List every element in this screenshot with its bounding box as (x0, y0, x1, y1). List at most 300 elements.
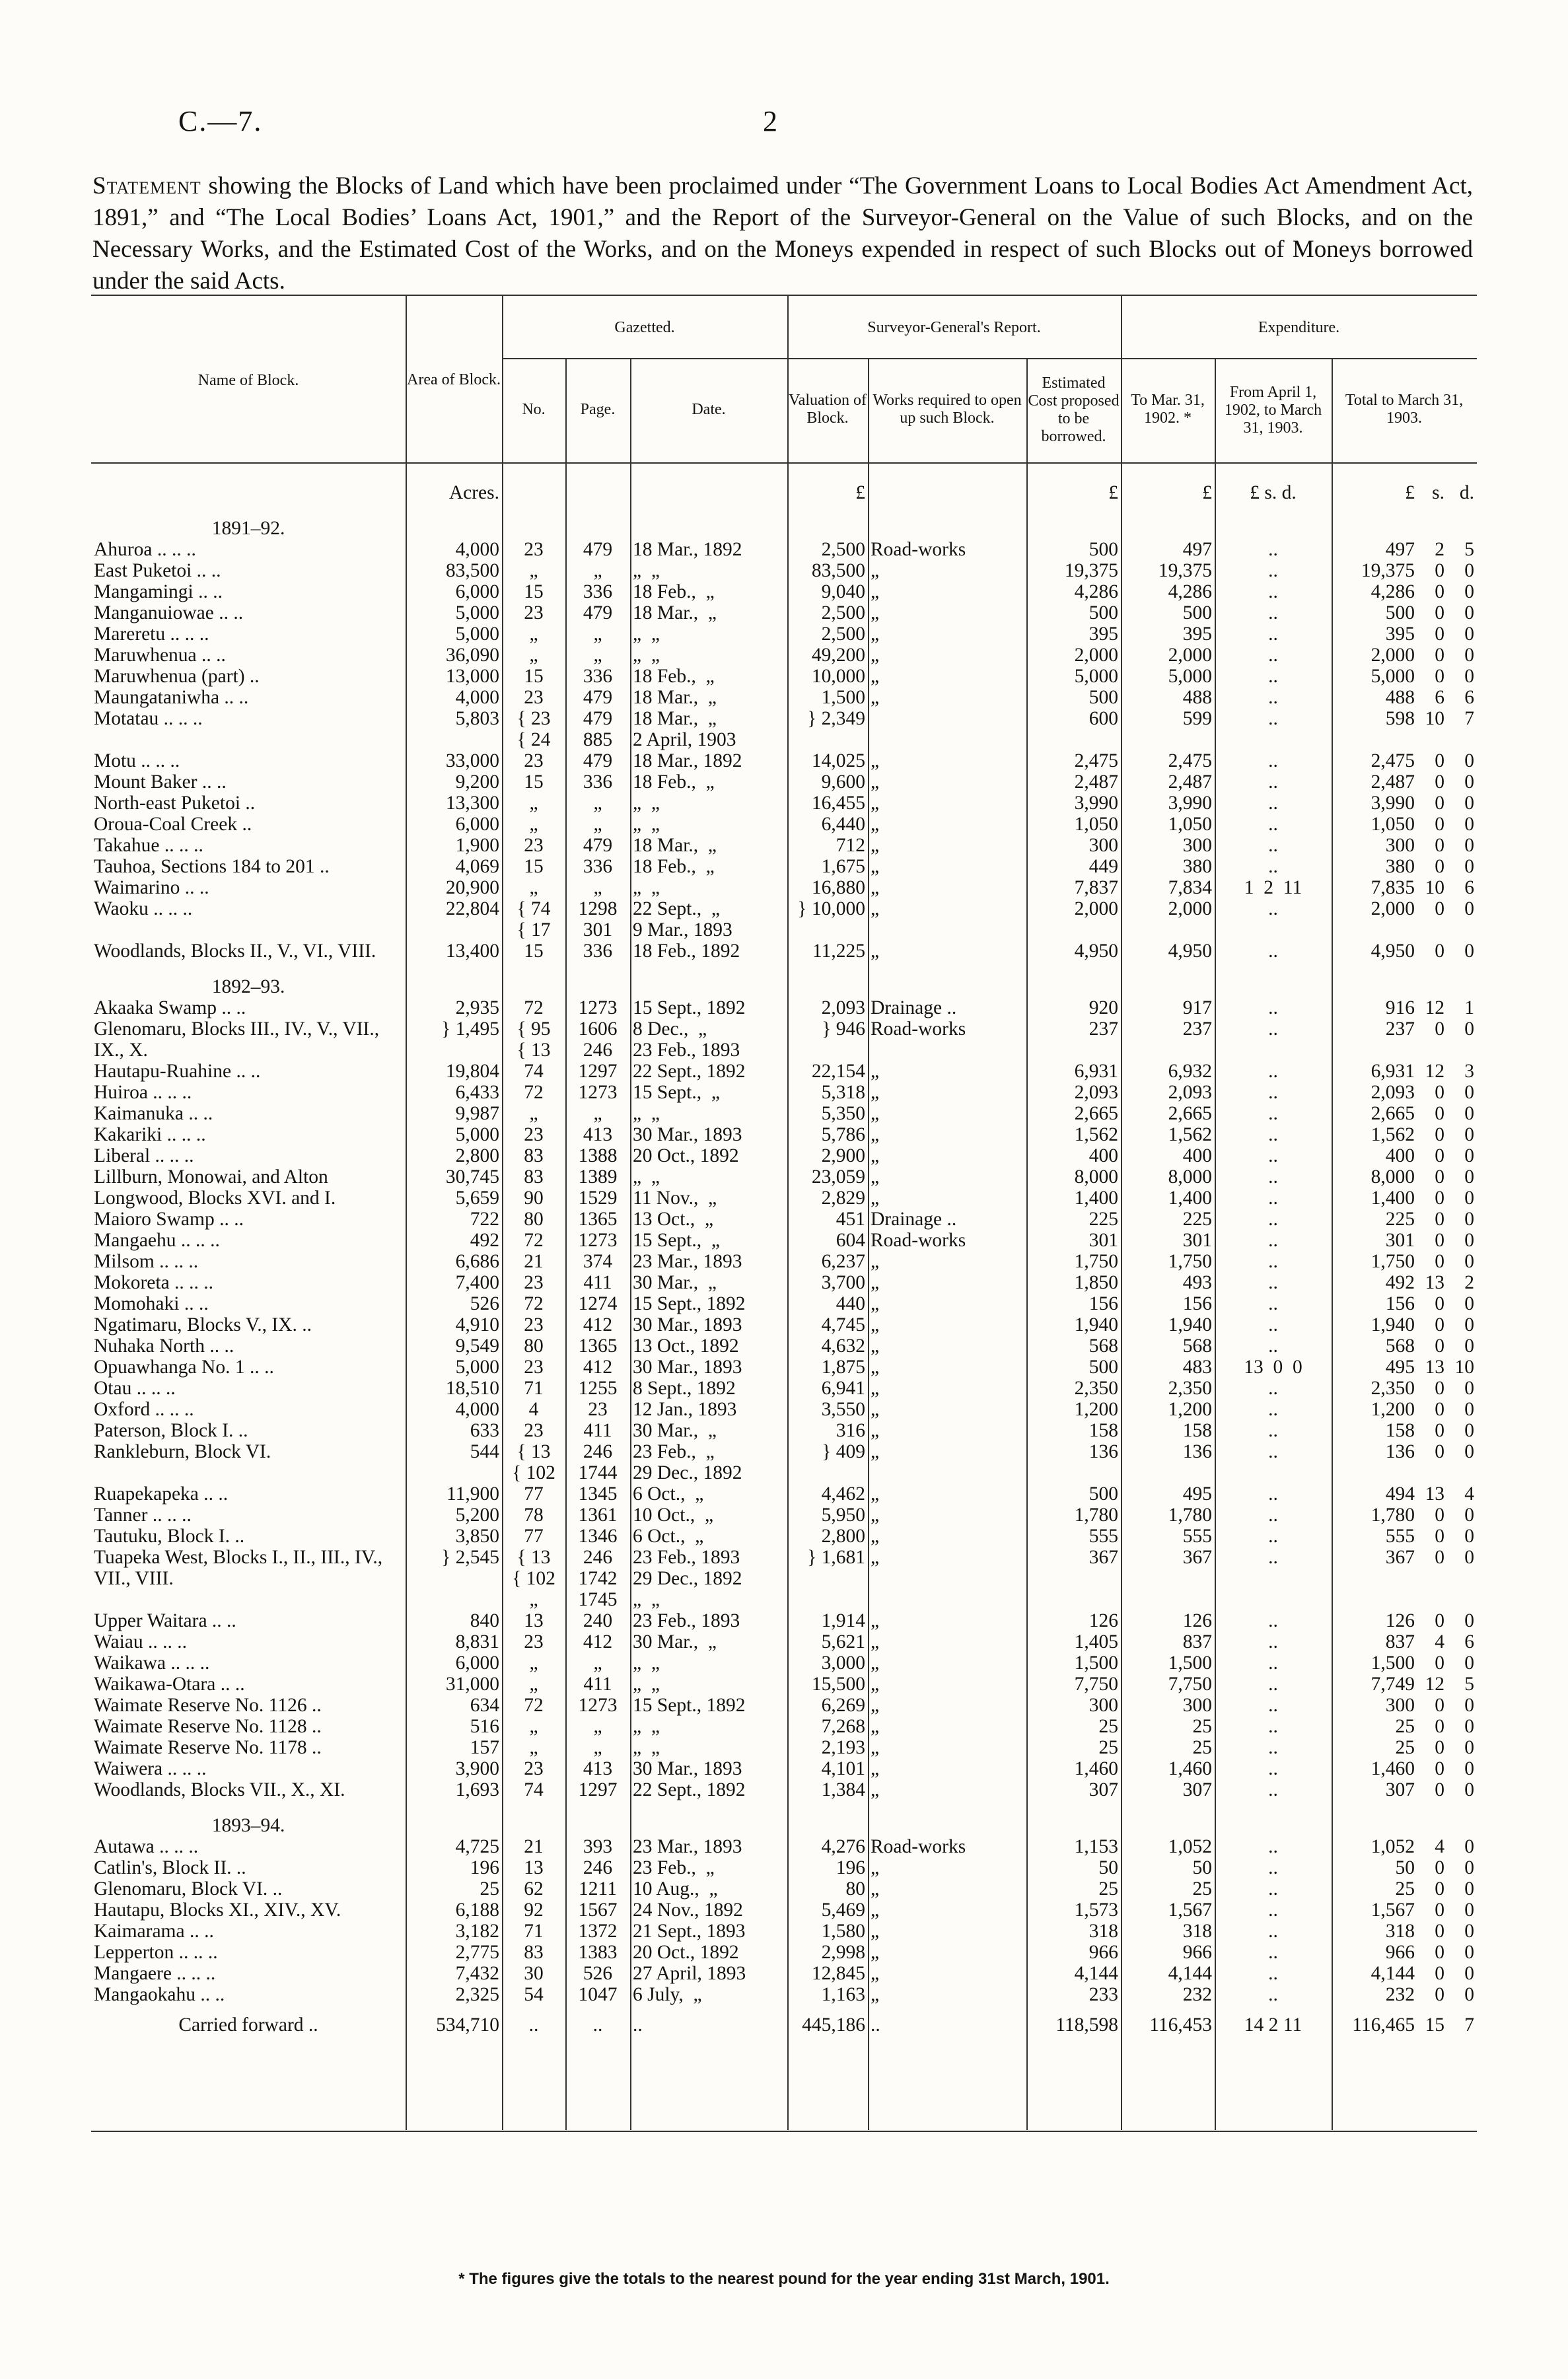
table-row (91, 1061, 1477, 1082)
cell-total-shillings: 0 (1435, 1984, 1444, 2005)
cell-estimated-cost: 158 (1088, 1420, 1118, 1441)
cell-area: 4,000 (455, 687, 499, 708)
cell-estimated-cost: 300 (1088, 835, 1118, 856)
cell-gazette-page: „ (593, 560, 602, 581)
cell-gazette-date: 15 Sept., „ (633, 1230, 720, 1251)
cell-total-shillings: 0 (1435, 1857, 1444, 1878)
table-row (91, 997, 1477, 1018)
cell-estimated-cost: 233 (1088, 1984, 1118, 2005)
cell-valuation: 5,950 (821, 1505, 865, 1526)
cell-valuation: 4,632 (821, 1335, 865, 1357)
unit-total-shillings: s. (1432, 482, 1444, 503)
cell-gazette-date: „ „ (633, 1103, 660, 1124)
cell-gazette-page: 479 (583, 539, 613, 560)
cell-total-shillings: 0 (1435, 1103, 1444, 1124)
cell-block-name: Maioro Swamp .. .. (94, 1209, 244, 1230)
col-total-header: Total to March 31, 1903. (1345, 392, 1464, 427)
cell-estimated-cost: 25 (1098, 1878, 1118, 1900)
cell-estimated-cost: 1,050 (1074, 814, 1118, 835)
cell-works: „ (871, 1420, 880, 1441)
cell-gazette-page: 479 (583, 687, 613, 708)
cell-total-pence: 0 (1464, 1441, 1474, 1462)
cell-total-shillings: 0 (1435, 666, 1444, 687)
cell-works: „ (871, 1145, 880, 1166)
cell-valuation: 1,163 (821, 1984, 865, 2005)
cell-to-1902: 25 (1192, 1716, 1212, 1737)
cell-total-shillings: 6 (1435, 687, 1444, 708)
cell-total-shillings: 0 (1435, 898, 1444, 919)
cell-estimated-cost: 156 (1088, 1293, 1118, 1314)
cell-total-pounds: 966 (1385, 1942, 1415, 1963)
cell-works: Road-works (871, 1836, 966, 1857)
cell-gazette-page: 1606 246 (578, 1018, 618, 1061)
cell-gazette-page: „ (593, 1716, 602, 1737)
cell-valuation: 5,318 (821, 1082, 865, 1103)
cell-valuation: 5,786 (821, 1124, 865, 1145)
cell-gazette-page: „ (593, 1652, 602, 1674)
cell-total-pounds: 301 (1385, 1230, 1415, 1251)
cell-total-pounds: 50 (1395, 1857, 1415, 1878)
cell-gazette-no: 71 (524, 1921, 544, 1942)
cell-from-1902: .. (1268, 1878, 1278, 1900)
cell-area: 5,000 (455, 1357, 499, 1378)
cell-block-name: Tuapeka West, Blocks I., II., III., IV., VII., VIII. (94, 1547, 383, 1589)
cell-valuation: 1,875 (821, 1357, 865, 1378)
cell-block-name: Opuawhanga No. 1 .. .. (94, 1357, 274, 1378)
cell-total-pence: 0 (1464, 814, 1474, 835)
table-body (91, 482, 1477, 2043)
carried-total: 116,465 (1352, 2014, 1415, 2036)
cell-works: „ (871, 898, 880, 919)
cell-total-pence: 6 (1464, 687, 1474, 708)
cell-estimated-cost: 2,487 (1074, 771, 1118, 793)
cell-to-1902: 232 (1182, 1984, 1212, 2005)
table-row (91, 941, 1477, 962)
cell-valuation: 2,500 (821, 539, 865, 560)
cell-to-1902: 156 (1182, 1293, 1212, 1314)
cell-gazette-date: 22 Sept., 1892 (633, 1779, 746, 1800)
cell-estimated-cost: 449 (1088, 856, 1118, 877)
cell-gazette-no: „ (529, 793, 538, 814)
cell-area: 5,000 (455, 623, 499, 645)
cell-from-1902: .. (1268, 1779, 1278, 1800)
cell-from-1902: .. (1268, 1900, 1278, 1921)
cell-block-name: Mangaere .. .. .. (94, 1963, 216, 1984)
cell-to-1902: 3,990 (1168, 793, 1212, 814)
cell-to-1902: 599 (1182, 708, 1212, 729)
cell-gazette-page: 1372 (578, 1921, 618, 1942)
cell-valuation: 712 (836, 835, 865, 856)
cell-gazette-date: 23 Feb., „ 29 Dec., 1892 (633, 1441, 742, 1483)
cell-from-1902: .. (1268, 793, 1278, 814)
cell-total-pence: 0 (1464, 645, 1474, 666)
cell-works: „ (871, 581, 880, 602)
cell-valuation: } 1,681 (807, 1547, 865, 1568)
col-date-header: Date. (692, 400, 726, 418)
cell-estimated-cost: 568 (1088, 1335, 1118, 1357)
cell-total-pence: 2 (1464, 1272, 1474, 1293)
cell-estimated-cost: 237 (1088, 1018, 1118, 1040)
cell-gazette-date: 22 Sept., „ 9 Mar., 1893 (633, 898, 732, 941)
cell-from-1902: .. (1268, 1230, 1278, 1251)
cell-block-name: Mangaokahu .. .. (94, 1984, 225, 2005)
cell-area: 3,900 (455, 1758, 499, 1779)
table-row (91, 1251, 1477, 1272)
cell-valuation: 4,462 (821, 1483, 865, 1505)
cell-estimated-cost: 1,400 (1074, 1188, 1118, 1209)
carried-works: .. (871, 2014, 880, 2036)
cell-gazette-page: 413 (583, 1124, 613, 1145)
cell-gazette-no: „ (529, 560, 538, 581)
table-row (91, 1547, 1477, 1610)
cell-area: 11,900 (446, 1483, 499, 1505)
carried-total-d: 7 (1464, 2014, 1474, 2036)
statement-heading (92, 170, 1473, 297)
cell-gazette-date: „ „ (633, 814, 660, 835)
cell-valuation: 16,880 (811, 877, 865, 898)
col-valuation-header: Valuation of Block. (789, 392, 867, 427)
cell-to-1902: 495 (1182, 1483, 1212, 1505)
cell-total-pence: 4 (1464, 1483, 1474, 1505)
table-row (91, 1758, 1477, 1779)
cell-total-shillings: 0 (1435, 1652, 1444, 1674)
cell-works: „ (871, 1441, 880, 1462)
cell-valuation: } 409 (822, 1441, 865, 1462)
cell-from-1902: .. (1268, 602, 1278, 623)
cell-estimated-cost: 4,950 (1074, 941, 1118, 962)
carried-to-1902: 116,453 (1149, 2014, 1212, 2036)
cell-gazette-no: 23 (524, 539, 544, 560)
table-row (91, 1272, 1477, 1293)
cell-to-1902: 6,932 (1168, 1061, 1212, 1082)
cell-area: } 1,495 (441, 1018, 499, 1040)
cell-area: 6,000 (455, 1652, 499, 1674)
cell-gazette-page: „ (593, 814, 602, 835)
cell-estimated-cost: 126 (1088, 1610, 1118, 1631)
cell-valuation: 2,500 (821, 602, 865, 623)
cell-to-1902: 1,940 (1168, 1314, 1212, 1335)
cell-block-name: Oxford .. .. .. (94, 1399, 194, 1420)
cell-gazette-no: { 74 { 17 (517, 898, 551, 941)
cell-total-pounds: 2,487 (1371, 771, 1415, 793)
cell-to-1902: 300 (1182, 1695, 1212, 1716)
cell-works: Drainage .. (871, 1209, 957, 1230)
cell-total-shillings: 4 (1435, 1631, 1444, 1652)
cell-total-pounds: 598 (1385, 708, 1415, 729)
cell-works: „ (871, 602, 880, 623)
cell-total-pence: 0 (1464, 771, 1474, 793)
cell-gazette-date: 30 Mar., 1893 (633, 1124, 742, 1145)
cell-works: Road-works (871, 1018, 966, 1040)
cell-total-pounds: 1,500 (1371, 1652, 1415, 1674)
cell-total-pounds: 4,950 (1371, 941, 1415, 962)
cell-block-name: Waimarino .. .. (94, 877, 209, 898)
cell-valuation: 5,469 (821, 1900, 865, 1921)
cell-total-pounds: 497 (1385, 539, 1415, 560)
cell-from-1902: .. (1268, 997, 1278, 1018)
cell-block-name: Kaimarama .. .. (94, 1921, 214, 1942)
cell-gazette-no: 72 (524, 997, 544, 1018)
cell-total-pence: 0 (1464, 1082, 1474, 1103)
surveyor-group-rule (787, 358, 1121, 359)
cell-block-name: Ruapekapeka .. .. (94, 1483, 229, 1505)
cell-works: „ (871, 687, 880, 708)
table-row (91, 1737, 1477, 1758)
cell-total-pounds: 400 (1385, 1145, 1415, 1166)
cell-total-pounds: 380 (1385, 856, 1415, 877)
cell-total-pence: 0 (1464, 1505, 1474, 1526)
carried-total-s: 15 (1425, 2014, 1444, 2036)
cell-valuation: 49,200 (811, 645, 865, 666)
cell-valuation: 14,025 (811, 750, 865, 771)
cell-area: 36,090 (445, 645, 499, 666)
cell-to-1902: 1,567 (1168, 1900, 1212, 1921)
cell-gazette-no: 83 (524, 1166, 544, 1188)
cell-gazette-no: 15 (524, 771, 544, 793)
cell-total-shillings: 0 (1435, 1547, 1444, 1568)
cell-total-pence: 0 (1464, 1230, 1474, 1251)
cell-gazette-date: 18 Mar., „ (633, 602, 717, 623)
cell-gazette-page: 412 (583, 1631, 613, 1652)
table-row (91, 1984, 1477, 2005)
cell-area: 722 (470, 1209, 499, 1230)
cell-estimated-cost: 3,990 (1074, 793, 1118, 814)
cell-to-1902: 2,093 (1168, 1082, 1212, 1103)
cell-total-pounds: 1,050 (1371, 814, 1415, 835)
cell-gazette-no: 15 (524, 941, 544, 962)
cell-valuation: 11,225 (812, 941, 865, 962)
cell-total-pence: 0 (1464, 1737, 1474, 1758)
cell-works: „ (871, 623, 880, 645)
cell-works: „ (871, 835, 880, 856)
cell-gazette-no: 72 (524, 1230, 544, 1251)
cell-total-pence: 0 (1464, 581, 1474, 602)
cell-to-1902: 301 (1182, 1230, 1212, 1251)
cell-to-1902: 497 (1182, 539, 1212, 560)
cell-total-pounds: 7,749 (1371, 1674, 1415, 1695)
cell-works: „ (871, 1335, 880, 1357)
cell-gazette-date: 18 Mar., 1892 (633, 750, 742, 771)
cell-from-1902: .. (1268, 645, 1278, 666)
cell-total-pence: 0 (1464, 1695, 1474, 1716)
cell-gazette-date: 15 Sept., 1892 (633, 1695, 746, 1716)
cell-gazette-date: 23 Mar., 1893 (633, 1836, 742, 1857)
cell-estimated-cost: 7,750 (1074, 1674, 1118, 1695)
carried-area: 534,710 (436, 2014, 499, 2036)
cell-total-shillings: 2 (1435, 539, 1444, 560)
cell-total-pounds: 1,460 (1371, 1758, 1415, 1779)
cell-works: „ (871, 1674, 880, 1695)
cell-valuation: 1,384 (821, 1779, 865, 1800)
cell-gazette-date: 13 Oct., 1892 (633, 1335, 739, 1357)
cell-gazette-no: { 23 { 24 (517, 708, 551, 750)
cell-gazette-no: 4 (528, 1399, 539, 1420)
cell-block-name: Upper Waitara .. .. (94, 1610, 236, 1631)
cell-total-pounds: 318 (1385, 1921, 1415, 1942)
cell-to-1902: 367 (1182, 1547, 1212, 1568)
cell-to-1902: 2,000 (1168, 898, 1212, 919)
cell-from-1902: .. (1268, 1737, 1278, 1758)
units-row (91, 482, 1477, 503)
table-row (91, 1900, 1477, 1921)
col-area-header: Area of Block. (407, 371, 501, 388)
cell-works: „ (871, 750, 880, 771)
cell-valuation: 16,455 (811, 793, 865, 814)
cell-gazette-no: { 13 { 102 „ (512, 1547, 555, 1610)
cell-total-pence: 0 (1464, 1652, 1474, 1674)
cell-total-shillings: 4 (1435, 1836, 1444, 1857)
expenditure-group-rule (1121, 358, 1477, 359)
cell-total-pounds: 495 (1385, 1357, 1415, 1378)
cell-total-pence: 0 (1464, 1399, 1474, 1420)
cell-gazette-page: 1273 (578, 1230, 618, 1251)
cell-from-1902: .. (1268, 1188, 1278, 1209)
cell-estimated-cost: 300 (1088, 1695, 1118, 1716)
unit-total-pence: d. (1459, 482, 1474, 503)
cell-valuation: 2,829 (821, 1188, 865, 1209)
cell-valuation: 1,500 (821, 687, 865, 708)
table-row (91, 1209, 1477, 1230)
table-row (91, 602, 1477, 623)
cell-to-1902: 1,200 (1168, 1399, 1212, 1420)
cell-gazette-no: 83 (524, 1145, 544, 1166)
cell-total-pence: 0 (1464, 1314, 1474, 1335)
cell-gazette-page: 412 (583, 1357, 613, 1378)
cell-gazette-date: 30 Mar., 1893 (633, 1357, 742, 1378)
cell-valuation: 15,500 (811, 1674, 865, 1695)
cell-estimated-cost: 2,350 (1074, 1378, 1118, 1399)
cell-gazette-page: 336 (583, 856, 613, 877)
cell-works: „ (871, 1942, 880, 1963)
cell-gazette-page: 479 (583, 602, 613, 623)
cell-gazette-date: „ „ (633, 877, 660, 898)
cell-valuation: } 946 (822, 1018, 865, 1040)
cell-valuation: 2,093 (821, 997, 865, 1018)
cell-area: 83,500 (445, 560, 499, 581)
cell-gazette-no: 23 (524, 602, 544, 623)
cell-total-shillings: 0 (1435, 1441, 1444, 1462)
cell-works: „ (871, 1314, 880, 1335)
cell-to-1902: 2,000 (1168, 645, 1212, 666)
cell-gazette-date: 23 Feb., 1893 (633, 1610, 740, 1631)
cell-block-name: Motatau .. .. .. (94, 708, 203, 729)
cell-gazette-page: 412 (583, 1314, 613, 1335)
cell-estimated-cost: 2,000 (1074, 898, 1118, 919)
cell-total-pence: 0 (1464, 1547, 1474, 1568)
cell-gazette-page: 1567 (578, 1900, 618, 1921)
cell-total-shillings: 0 (1435, 856, 1444, 877)
cell-total-pence: 0 (1464, 793, 1474, 814)
cell-block-name: Oroua-Coal Creek .. (94, 814, 252, 835)
statement-text: showing the Blocks of Land which have been proclaimed under “The Government Loans to Local Bodies Act Amendment Act, 1891,” and “The Local Bodies’ Loans Act, 1901,” and the Report of the Surveyor-General on the Value of such Blocks, and on the Necessary Works, and the Estimated Cost of the Works, and on the Moneys expended in respect of such Blocks out of Moneys borrowed under the said Acts. (92, 172, 1473, 295)
cell-from-1902: .. (1268, 1857, 1278, 1878)
cell-area: 4,725 (455, 1836, 499, 1857)
cell-total-shillings: 0 (1435, 1124, 1444, 1145)
cell-to-1902: 1,052 (1168, 1836, 1212, 1857)
cell-from-1902: .. (1268, 771, 1278, 793)
cell-total-pounds: 156 (1385, 1293, 1415, 1314)
cell-from-1902: .. (1268, 1441, 1278, 1462)
carried-valuation: 445,186 (802, 2014, 865, 2036)
cell-to-1902: 8,000 (1168, 1166, 1212, 1188)
cell-gazette-date: 22 Sept., 1892 (633, 1061, 746, 1082)
cell-total-pounds: 300 (1385, 1695, 1415, 1716)
page-number: 2 (763, 105, 777, 137)
table-row (91, 1082, 1477, 1103)
cell-total-shillings: 0 (1435, 623, 1444, 645)
table-row (91, 560, 1477, 581)
year-heading: 1891–92. (211, 518, 285, 539)
cell-from-1902: .. (1268, 1103, 1278, 1124)
cell-gazette-no: „ (529, 1737, 538, 1758)
cell-total-shillings: 0 (1435, 1695, 1444, 1716)
cell-area: 30,745 (445, 1166, 499, 1188)
cell-to-1902: 1,750 (1168, 1251, 1212, 1272)
cell-area: 4,069 (455, 856, 499, 877)
cell-from-1902: .. (1268, 1547, 1278, 1568)
cell-block-name: Maruwhenua (part) .. (94, 666, 260, 687)
surveyor-group-header: Surveyor-General's Report. (867, 318, 1041, 336)
cell-from-1902: .. (1268, 1378, 1278, 1399)
year-heading-row (91, 1800, 1477, 1836)
cell-total-shillings: 0 (1435, 1188, 1444, 1209)
cell-total-shillings: 0 (1435, 1166, 1444, 1188)
cell-to-1902: 5,000 (1168, 666, 1212, 687)
cell-gazette-page: 1274 (578, 1293, 618, 1314)
cell-from-1902: .. (1268, 1209, 1278, 1230)
table-row (91, 645, 1477, 666)
cell-valuation: 3,000 (821, 1652, 865, 1674)
cell-total-pounds: 4,144 (1371, 1963, 1415, 1984)
cell-valuation: 451 (836, 1209, 865, 1230)
cell-total-pence: 5 (1464, 1674, 1474, 1695)
table-row (91, 835, 1477, 856)
cell-area: 634 (470, 1695, 499, 1716)
cell-total-shillings: 0 (1435, 1942, 1444, 1963)
cell-total-pounds: 837 (1385, 1631, 1415, 1652)
cell-to-1902: 568 (1182, 1335, 1212, 1357)
cell-total-shillings: 0 (1435, 1758, 1444, 1779)
cell-works: „ (871, 1984, 880, 2005)
cell-gazette-date: 18 Feb., „ (633, 581, 715, 602)
table-row (91, 1857, 1477, 1878)
cell-total-pence: 0 (1464, 1251, 1474, 1272)
cell-works: „ (871, 1061, 880, 1082)
cell-to-1902: 307 (1182, 1779, 1212, 1800)
cell-gazette-no: 13 (524, 1857, 544, 1878)
cell-total-shillings: 0 (1435, 1378, 1444, 1399)
cell-total-pence: 0 (1464, 1963, 1474, 1984)
cell-to-1902: 2,487 (1168, 771, 1212, 793)
cell-estimated-cost: 8,000 (1074, 1166, 1118, 1188)
cell-total-pounds: 7,835 (1371, 877, 1415, 898)
table-row (91, 1188, 1477, 1209)
cell-gazette-no: 23 (524, 1420, 544, 1441)
cell-block-name: Mareretu .. .. .. (94, 623, 209, 645)
blocks-table (91, 482, 1477, 2043)
cell-gazette-page: 23 (588, 1399, 608, 1420)
cell-to-1902: 483 (1182, 1357, 1212, 1378)
cell-works: „ (871, 1357, 880, 1378)
carried-date: .. (633, 2014, 643, 2036)
cell-total-pence: 0 (1464, 602, 1474, 623)
cell-to-1902: 493 (1182, 1272, 1212, 1293)
cell-area: 8,831 (455, 1631, 499, 1652)
cell-from-1902: .. (1268, 1652, 1278, 1674)
cell-gazette-date: 15 Sept., 1892 (633, 997, 746, 1018)
cell-from-1902: .. (1268, 750, 1278, 771)
cell-works: „ (871, 1900, 880, 1921)
